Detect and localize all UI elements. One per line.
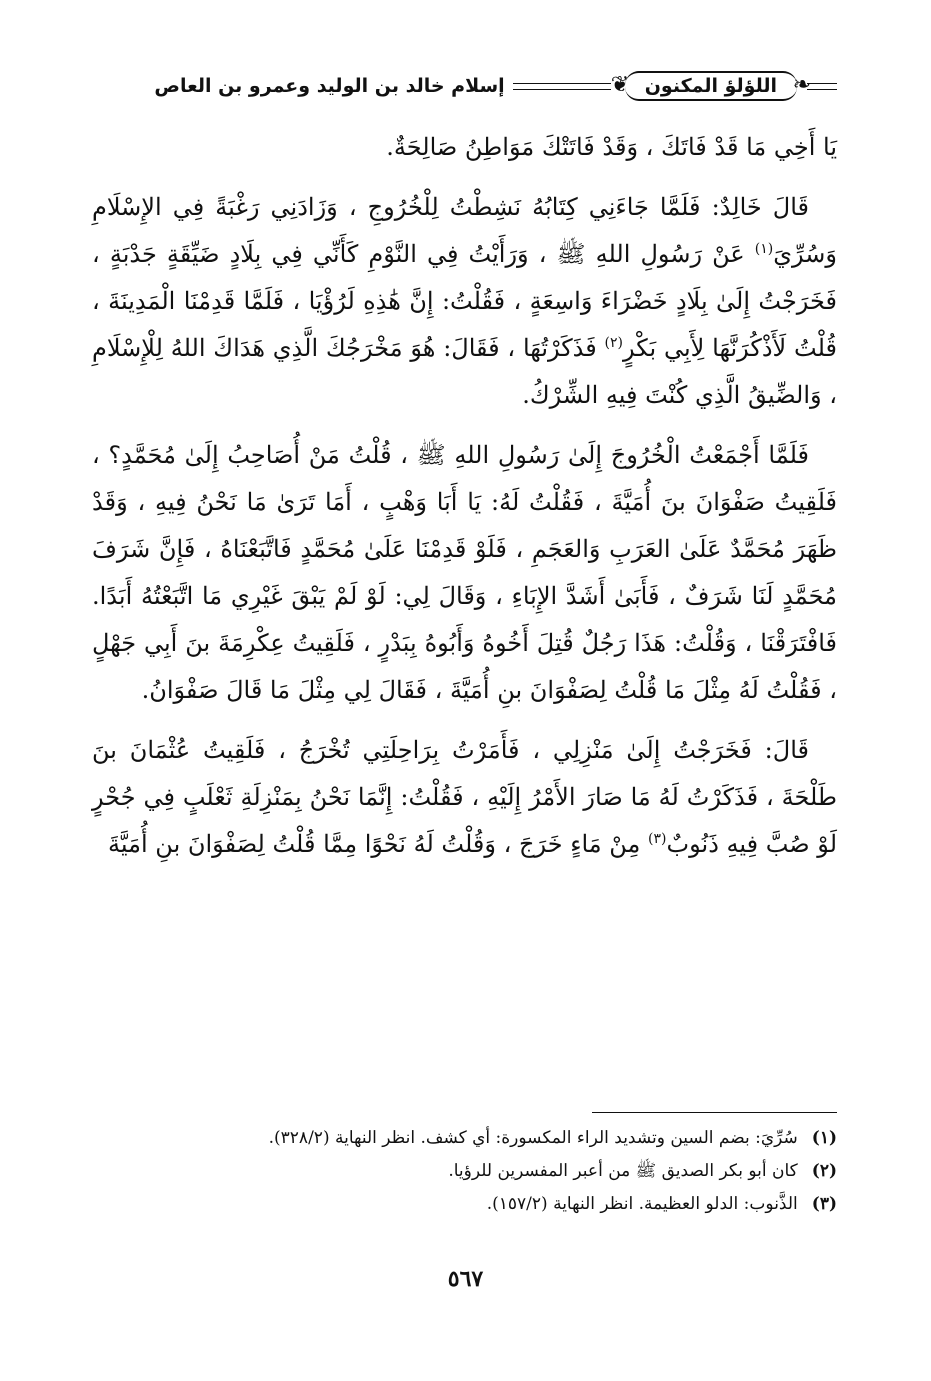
footnote-1 <box>92 1122 837 1155</box>
paragraph-3 <box>92 432 837 714</box>
paragraph-4 <box>92 727 837 868</box>
ornament-right-icon: ❧ <box>792 72 811 98</box>
book-title: اللؤلؤ المكنون <box>644 75 777 97</box>
body-text <box>92 124 837 881</box>
ornament-left-icon: ❦ <box>610 72 630 98</box>
footnote-separator <box>592 1112 837 1113</box>
footnote-text: سُرِّيَ: بضم السين وتشديد الراء المكسورة: أي كشف. انظر النهاية (٣٢٨/٢). <box>268 1128 798 1148</box>
paragraph-3-text: فَلَمَّا أَجْمَعْتُ الْخُرُوجَ إِلَىٰ رَسُولِ اللهِ ﷺ ، قُلْتُ مَنْ أُصَاحِبُ إِلَىٰ مُحَمَّدٍ؟ ، فَلَقِيتُ صَفْوَانَ بنَ أُمَيَّةَ ، فَقُلْتُ لَهُ: يَا أَبَا وَهْبٍ ، أَمَا تَرَىٰ مَا نَحْنُ فِيهِ ، وَقَدْ ظَهَرَ مُحَمَّدٌ عَلَىٰ العَرَبِ وَالعَجَمِ ، فَلَوْ قَدِمْنَا عَلَىٰ مُحَمَّدٍ فَاتَّبَعْنَاهُ ، فَإِنَّ شَرَفَ مُحَمَّدٍ لَنَا شَرَفٌ ، فَأَبَىٰ أَشَدَّ الإِبَاءِ ، وَقَالَ لِي: لَوْ لَمْ يَبْقَ غَيْرِي مَا اتَّبَعْتُهُ أَبَدًا. فَافْتَرَقْنَا ، وَقُلْتُ: هَذَا رَجُلٌ قُتِلَ أَخُوهُ وَأَبُوهُ بِبَدْرٍ ، فَلَقِيتُ عِكْرِمَةَ بنَ أَبِي جَهْلٍ ، فَقُلْتُ لَهُ مِثْلَ مَا قُلْتُ لِصَفْوَانَ بنِ أُمَيَّةَ ، فَقَالَ لِي مِثْلَ مَا قَالَ صَفْوَانُ. <box>92 441 837 704</box>
page-number: ٥٦٧ <box>447 1266 484 1292</box>
paragraph-1 <box>92 124 837 171</box>
footnote-number: (١) <box>811 1128 837 1148</box>
book-title-cartouche <box>610 69 811 103</box>
paragraph-4-text-a: قَالَ: فَخَرَجْتُ إِلَىٰ مَنْزِلِي ، فَأَمَرْتُ بِرَاحِلَتِي تُخْرَجُ ، فَلَقِيتُ عُثْمَانَ بنَ طَلْحَةَ ، فَذَكَرْتُ لَهُ مَا صَارَ الأَمْرُ إِلَيْهِ ، فَقُلْتُ: إِنَّمَا نَحْنُ بِمَنْزِلَةِ ثَعْلَبٍ فِي جُحْرٍ لَوْ صُبَّ فِيهِ ذَنُوبٌ <box>92 736 837 858</box>
footnotes <box>92 1122 837 1221</box>
header-rule-middle <box>513 83 611 90</box>
footnote-number: (٢) <box>811 1161 837 1181</box>
running-header <box>92 58 837 114</box>
footnote-ref-2[interactable]: (٢) <box>604 335 624 351</box>
paragraph-2 <box>92 184 837 419</box>
footnote-text: الذَّنوب: الدلو العظيمة. انظر النهاية (١٥٧/٢). <box>486 1194 798 1214</box>
chapter-title: إسلام خالد بن الوليد وعمرو بن العاص <box>154 75 505 97</box>
footnote-ref-1[interactable]: (١) <box>754 241 774 257</box>
footnote-text: كان أبو بكر الصديق ﷺ من أعبر المفسرين للرؤيا. <box>448 1161 798 1181</box>
footnote-2 <box>92 1155 837 1188</box>
footnote-number: (٣) <box>811 1194 837 1214</box>
header-rule-right <box>807 83 837 90</box>
paragraph-2-text-c: فَذَكَرْتُهَا ، فَقَالَ: هُوَ مَخْرَجُكَ الَّذِي هَدَاكَ اللهُ لِلْإِسْلَامِ ، وَالضِّيقُ الَّذِي كُنْتَ فِيهِ الشِّرْكُ. <box>92 334 837 409</box>
footnote-ref-3[interactable]: (٣) <box>648 831 667 847</box>
paragraph-2-text-b: عَنْ رَسُولِ اللهِ ﷺ ، وَرَأَيْتُ فِي النَّوْمِ كَأَنِّي فِي بِلَادٍ ضَيِّقَةٍ جَدْبَةٍ ، فَخَرَجْتُ إِلَىٰ بِلَادٍ خَضْرَاءَ وَاسِعَةٍ ، فَقُلْتُ: إِنَّ هَٰذِهِ لَرُؤْيَا ، فَلَمَّا قَدِمْنَا الْمَدِينَةَ ، قُلْتُ لَأَذْكُرَنَّهَا لِأَبِي بَكْرٍ <box>92 240 837 362</box>
paragraph-2-text-a: قَالَ خَالِدٌ: فَلَمَّا جَاءَنِي كِتَابُهُ نَشِطْتُ لِلْخُرُوجِ ، وَزَادَنِي رَغْبَةً فِي الإِسْلَامِ وَسُرِّيَ <box>92 193 837 268</box>
cartouche-frame <box>625 71 797 101</box>
paragraph-1-text: يَا أَخِي مَا قَدْ فَاتَكَ ، وَقَدْ فَاتَتْكَ مَوَاطِنُ صَالِحَةٌ. <box>386 133 837 161</box>
paragraph-4-text-b: مِنْ مَاءٍ خَرَجَ ، وَقُلْتُ لَهُ نَحْوًا مِمَّا قُلْتُ لِصَفْوَانَ بنِ أُمَيَّةَ <box>108 830 641 858</box>
footnote-3 <box>92 1188 837 1221</box>
